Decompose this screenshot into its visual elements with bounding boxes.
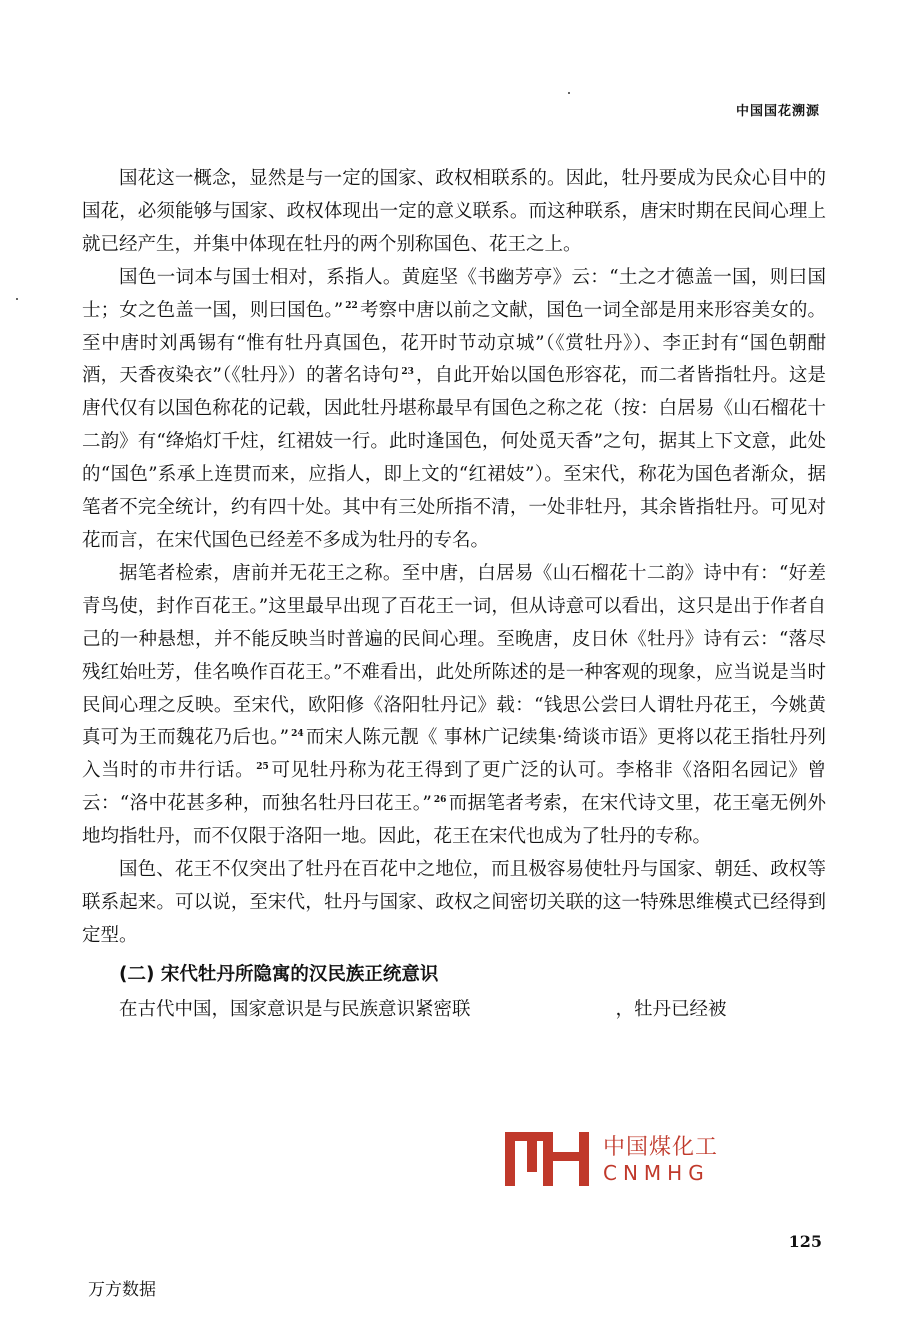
running-head: 中国国花溯源 (735, 104, 820, 119)
paragraph-text: 而据笔者考索，在宋代诗文里，花王毫无例外地均指牡丹，而不仅限于洛阳一地。因此，花王在宋代也成为了牡丹的专称。 (82, 793, 826, 848)
watermark-logo (505, 1128, 755, 1190)
paragraph-2 (82, 262, 826, 558)
scan-speck (16, 298, 18, 300)
paragraph-4 (82, 854, 826, 953)
paragraph-text: 而宋人陈元靓《 事林广记续集·绮谈市语》更将以花王指牡丹列入当时的市井行话。 (82, 727, 827, 782)
logo-mark-icon (505, 1128, 597, 1190)
footer-source: 万方数据 (88, 1280, 156, 1300)
paragraph-text: 国色、花王不仅突出了牡丹在百花中之地位，而且极容易使牡丹与国家、朝廷、政权等联系起来。可以说，至宋代，牡丹与国家、政权之间密切关联的这一特殊思维模式已经得到定型。 (82, 859, 826, 946)
paragraph-text: ，牡丹已经被 (615, 998, 727, 1020)
paragraph-5-first-line (82, 993, 826, 1027)
paragraph-3 (82, 558, 826, 854)
paragraph-text: 据笔者检索，唐前并无花王之称。至中唐，白居易《山石榴花十二韵》诗中有：“好差青鸟使，封作百花王。”这里最早出现了百花王一词，但从诗意可以看出，这只是出于作者自己的一种悬想，并不能反映当时普遍的民间心理。至晚唐，皮日休《牡丹》诗有云：“落尽残红始吐芳，佳名唤作百花王。”不难看出，此处所陈述的是一种客观的现象，应当说是当时民间心理之反映。至宋代，欧阳修《洛阳牡丹记》载：“钱思公尝曰人谓牡丹花王，今姚黄真可为王而魏花乃后也。” (82, 562, 826, 749)
scan-speck (568, 92, 570, 94)
footnote-marker: 24 (291, 729, 304, 740)
section-heading: (二) 宋代牡丹所隐寓的汉民族正统意识 (119, 963, 439, 985)
paragraph-text: 考察中唐以前之文献，国色一词全部是用来形容美女的。至中唐时刘禹锡有“惟有牡丹真国色，花开时节动京城”（《赏牡丹》）、李正封有“国色朝酣酒，天香夜染衣”（《牡丹》）的著名诗句 (82, 299, 826, 387)
paragraph-1 (82, 163, 826, 262)
paragraph-text: 可见牡丹称为花王得到了更广泛的认可。李格非《洛阳名园记》曾云：“洛中花甚多种，而独名牡丹曰花王。” (82, 760, 826, 815)
footnote-marker: 22 (345, 301, 358, 312)
paragraph-text: 国花这一概念，显然是与一定的国家、政权相联系的。因此，牡丹要成为民众心目中的国花，必须能够与国家、政权体现出一定的意义联系。而这种联系，唐宋时期在民间心理上就已经产生，并集中体现在牡丹的两个别称国色、花王之上。 (82, 168, 826, 255)
footnote-marker: 25 (256, 762, 269, 773)
paragraph-text: 国色一词本与国士相对，系指人。黄庭坚《书幽芳亭》云：“土之才德盖一国，则曰国士；女之色盖一国，则曰国色。” (82, 266, 826, 321)
footnote-marker: 23 (401, 367, 414, 378)
watermark-name-cn: 中国煤化工 (603, 1135, 719, 1160)
page-number: 125 (788, 1232, 822, 1251)
paragraph-text: 在古代中国，国家意识是与民族意识紧密联 (119, 998, 471, 1020)
watermark-name-en: CNMHG (603, 1161, 710, 1185)
footnote-marker: 26 (433, 795, 447, 806)
paragraph-text: ，自此开始以国色形容花，而二者皆指牡丹。这是唐代仅有以国色称花的记载，因此牡丹堪称最早有国色之称之花（按：白居易《山石榴花十二韵》有“绛焰灯千炷，红裙妓一行。此时逢国色，何处觅天香”之句，据其上下文意，此处的“国色”系承上连贯而来，应指人，即上文的“红裙妓”）。至宋代，称花为国色者渐众，据笔者不完全统计，约有四十处。其中有三处所指不清，一处非牡丹，其余皆指牡丹。可见对花而言，在宋代国色已经差不多成为牡丹的专名。 (82, 365, 826, 551)
body-text (82, 163, 826, 1027)
